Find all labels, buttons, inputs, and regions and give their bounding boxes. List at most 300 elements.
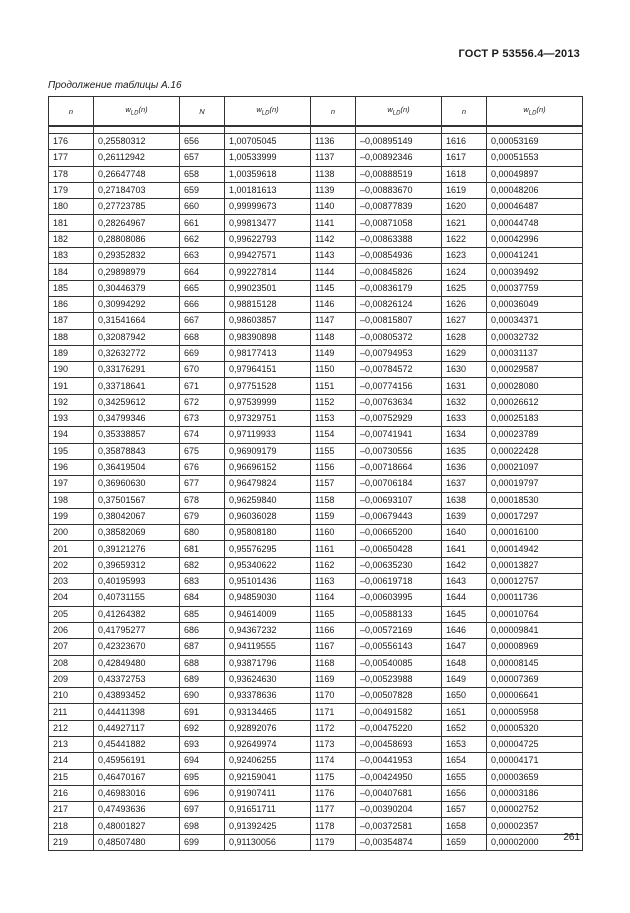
- table-cell: 656: [180, 134, 225, 150]
- table-cell: 1646: [442, 622, 487, 638]
- table-row: [49, 394, 583, 410]
- table-cell: 1155: [311, 443, 356, 459]
- table-cell: 1168: [311, 655, 356, 671]
- table-cell: 210: [49, 688, 94, 704]
- table-cell: 1144: [311, 264, 356, 280]
- table-cell: 1162: [311, 557, 356, 573]
- table-cell: 1630: [442, 362, 487, 378]
- table-row: [49, 280, 583, 296]
- table-cell: 199: [49, 508, 94, 524]
- table-cell: 1166: [311, 622, 356, 638]
- table-cell: 0,32087942: [94, 329, 180, 345]
- table-cell: 683: [180, 574, 225, 590]
- table-cell: 0,92406255: [225, 753, 311, 769]
- table-cell: –0,00752929: [356, 411, 442, 427]
- table-cell: 0,00034371: [487, 313, 583, 329]
- table-cell: 663: [180, 248, 225, 264]
- table-cell: 193: [49, 411, 94, 427]
- table-cell: 0,99227814: [225, 264, 311, 280]
- table-cell: 190: [49, 362, 94, 378]
- table-cell: 0,93624630: [225, 671, 311, 687]
- table-cell: 1619: [442, 182, 487, 198]
- table-cell: 1627: [442, 313, 487, 329]
- table-cell: 1145: [311, 280, 356, 296]
- table-cell: 1137: [311, 150, 356, 166]
- table-cell: 0,46983016: [94, 785, 180, 801]
- table-cell: 675: [180, 443, 225, 459]
- table-cell: –0,00693107: [356, 492, 442, 508]
- table-cell: 0,35878843: [94, 443, 180, 459]
- table-cell: 0,00013827: [487, 557, 583, 573]
- table-cell: 0,93378636: [225, 688, 311, 704]
- table-row: [49, 525, 583, 541]
- table-cell: –0,00540085: [356, 655, 442, 671]
- table-cell: 0,93134465: [225, 704, 311, 720]
- table-cell: 0,28808086: [94, 231, 180, 247]
- table-cell: 0,00014942: [487, 541, 583, 557]
- table-row: [49, 557, 583, 573]
- table-cell: 0,98177413: [225, 345, 311, 361]
- table-cell: 0,91907411: [225, 785, 311, 801]
- table-cell: 0,94859030: [225, 590, 311, 606]
- table-cell: 208: [49, 655, 94, 671]
- table-cell: –0,00556143: [356, 639, 442, 655]
- table-row: [49, 834, 583, 850]
- table-cell: 0,00008145: [487, 655, 583, 671]
- table-cell: 0,38042067: [94, 508, 180, 524]
- table-cell: 1146: [311, 296, 356, 312]
- table-cell: 0,34799346: [94, 411, 180, 427]
- table-cell: –0,00354874: [356, 834, 442, 850]
- table-cell: 182: [49, 231, 94, 247]
- table-cell: 0,43893452: [94, 688, 180, 704]
- table-row: [49, 736, 583, 752]
- table-cell: 0,99999673: [225, 199, 311, 215]
- table-cell: 1159: [311, 508, 356, 524]
- table-cell: 0,96909179: [225, 443, 311, 459]
- table-cell: 0,00004171: [487, 753, 583, 769]
- table-cell: 198: [49, 492, 94, 508]
- table-cell: 0,00023789: [487, 427, 583, 443]
- table-cell: 0,44927117: [94, 720, 180, 736]
- table-cell: 0,94614009: [225, 606, 311, 622]
- table-cell: –0,00871058: [356, 215, 442, 231]
- table-row: [49, 492, 583, 508]
- table-cell: 0,00010764: [487, 606, 583, 622]
- table-row: [49, 818, 583, 834]
- table-cell: 0,91130056: [225, 834, 311, 850]
- table-cell: 0,42849480: [94, 655, 180, 671]
- table-cell: –0,00784572: [356, 362, 442, 378]
- table-cell: –0,00877839: [356, 199, 442, 215]
- table-cell: 0,43372753: [94, 671, 180, 687]
- table-cell: 0,45956191: [94, 753, 180, 769]
- table-cell: 1652: [442, 720, 487, 736]
- table-cell: 1140: [311, 199, 356, 215]
- table-cell: 0,00026612: [487, 394, 583, 410]
- table-cell: 0,98603857: [225, 313, 311, 329]
- table-row: [49, 704, 583, 720]
- table-cell: 1160: [311, 525, 356, 541]
- table-cell: 0,42323670: [94, 639, 180, 655]
- table-cell: 672: [180, 394, 225, 410]
- table-row: [49, 606, 583, 622]
- table-cell: 657: [180, 150, 225, 166]
- table-cell: 1142: [311, 231, 356, 247]
- table-cell: 0,96696152: [225, 459, 311, 475]
- table-row: [49, 345, 583, 361]
- table-cell: 214: [49, 753, 94, 769]
- table-cell: 0,27184703: [94, 182, 180, 198]
- table-cell: 188: [49, 329, 94, 345]
- table-row: [49, 508, 583, 524]
- table-cell: 1625: [442, 280, 487, 296]
- table-cell: 1172: [311, 720, 356, 736]
- table-cell: 0,00005320: [487, 720, 583, 736]
- table-cell: 176: [49, 134, 94, 150]
- table-cell: 1634: [442, 427, 487, 443]
- table-cell: 0,29898979: [94, 264, 180, 280]
- table-cell: 0,00003659: [487, 769, 583, 785]
- table-row: [49, 590, 583, 606]
- table-row: [49, 182, 583, 198]
- table-cell: 1622: [442, 231, 487, 247]
- table-cell: –0,00424950: [356, 769, 442, 785]
- table-cell: –0,00805372: [356, 329, 442, 345]
- table-cell: 1653: [442, 736, 487, 752]
- table-row: [49, 199, 583, 215]
- table-cell: –0,00741941: [356, 427, 442, 443]
- table-cell: 0,96479824: [225, 476, 311, 492]
- column-header: n: [311, 97, 356, 127]
- table-cell: 1642: [442, 557, 487, 573]
- table-cell: 0,00036049: [487, 296, 583, 312]
- table-cell: 1649: [442, 671, 487, 687]
- table-cell: 217: [49, 802, 94, 818]
- table-row: [49, 688, 583, 704]
- table-header-row: [49, 97, 583, 127]
- table-cell: 1636: [442, 459, 487, 475]
- table-cell: 0,00008969: [487, 639, 583, 655]
- table-cell: 209: [49, 671, 94, 687]
- table-cell: 1177: [311, 802, 356, 818]
- table-cell: 699: [180, 834, 225, 850]
- table-cell: 1157: [311, 476, 356, 492]
- table-cell: 1617: [442, 150, 487, 166]
- table-cell: 0,99813477: [225, 215, 311, 231]
- table-cell: 673: [180, 411, 225, 427]
- table-cell: 0,00005958: [487, 704, 583, 720]
- data-table: [48, 96, 583, 851]
- table-cell: 0,00025183: [487, 411, 583, 427]
- table-cell: 0,92159041: [225, 769, 311, 785]
- table-cell: 179: [49, 182, 94, 198]
- table-cell: 0,36419504: [94, 459, 180, 475]
- table-cell: 194: [49, 427, 94, 443]
- table-cell: 189: [49, 345, 94, 361]
- table-cell: –0,00730556: [356, 443, 442, 459]
- table-cell: 0,38582069: [94, 525, 180, 541]
- table-cell: 674: [180, 427, 225, 443]
- table-cell: 0,00048206: [487, 182, 583, 198]
- table-cell: 1651: [442, 704, 487, 720]
- table-cell: 207: [49, 639, 94, 655]
- table-cell: 1178: [311, 818, 356, 834]
- table-cell: –0,00706184: [356, 476, 442, 492]
- table-row: [49, 720, 583, 736]
- column-header: $w_{LD}(n)$: [356, 97, 442, 127]
- table-cell: 200: [49, 525, 94, 541]
- table-cell: 1,00533999: [225, 150, 311, 166]
- column-header: n: [442, 97, 487, 127]
- table-cell: 1648: [442, 655, 487, 671]
- table-cell: –0,00883670: [356, 182, 442, 198]
- table-cell: 0,27723785: [94, 199, 180, 215]
- table-cell: 0,92649974: [225, 736, 311, 752]
- table-cell: 676: [180, 459, 225, 475]
- table-cell: 1616: [442, 134, 487, 150]
- table-cell: 0,00042996: [487, 231, 583, 247]
- table-cell: –0,00372581: [356, 818, 442, 834]
- table-cell: 203: [49, 574, 94, 590]
- table-cell: 1141: [311, 215, 356, 231]
- table-row: [49, 655, 583, 671]
- table-cell: 685: [180, 606, 225, 622]
- table-cell: 0,96259840: [225, 492, 311, 508]
- table-cell: 1623: [442, 248, 487, 264]
- table-cell: 205: [49, 606, 94, 622]
- table-cell: 678: [180, 492, 225, 508]
- table-cell: 0,35338857: [94, 427, 180, 443]
- table-cell: 661: [180, 215, 225, 231]
- table-cell: 0,32632772: [94, 345, 180, 361]
- table-cell: 0,26647748: [94, 166, 180, 182]
- table-cell: 1618: [442, 166, 487, 182]
- table-cell: 1176: [311, 785, 356, 801]
- table-cell: 684: [180, 590, 225, 606]
- table-cell: –0,00491582: [356, 704, 442, 720]
- table-cell: 0,00016100: [487, 525, 583, 541]
- table-cell: 1655: [442, 769, 487, 785]
- table-cell: –0,00650428: [356, 541, 442, 557]
- table-cell: –0,00836179: [356, 280, 442, 296]
- table-row: [49, 264, 583, 280]
- table-cell: 0,97751528: [225, 378, 311, 394]
- table-cell: 0,41264382: [94, 606, 180, 622]
- table-cell: 191: [49, 378, 94, 394]
- table-cell: 690: [180, 688, 225, 704]
- table-cell: 1643: [442, 574, 487, 590]
- table-cell: 178: [49, 166, 94, 182]
- table-cell: 1154: [311, 427, 356, 443]
- table-cell: 206: [49, 622, 94, 638]
- table-cell: 0,95808180: [225, 525, 311, 541]
- table-cell: 0,40195993: [94, 574, 180, 590]
- table-row: [49, 574, 583, 590]
- column-header: n: [49, 97, 94, 127]
- table-cell: 0,91651711: [225, 802, 311, 818]
- table-cell: 0,97119933: [225, 427, 311, 443]
- table-cell: 696: [180, 785, 225, 801]
- table-cell: 662: [180, 231, 225, 247]
- table-cell: 660: [180, 199, 225, 215]
- table-cell: 1,00181613: [225, 182, 311, 198]
- table-cell: 1637: [442, 476, 487, 492]
- table-row: [49, 134, 583, 150]
- table-cell: 0,00044748: [487, 215, 583, 231]
- table-cell: 1171: [311, 704, 356, 720]
- table-cell: 1156: [311, 459, 356, 475]
- table-cell: 1152: [311, 394, 356, 410]
- table-cell: 1638: [442, 492, 487, 508]
- table-cell: 0,99023501: [225, 280, 311, 296]
- table-cell: 0,00031137: [487, 345, 583, 361]
- table-cell: 213: [49, 736, 94, 752]
- table-cell: 0,34259612: [94, 394, 180, 410]
- table-cell: 0,00002000: [487, 834, 583, 850]
- table-cell: 1164: [311, 590, 356, 606]
- table-cell: –0,00619718: [356, 574, 442, 590]
- table-cell: 0,41795277: [94, 622, 180, 638]
- table-cell: 0,48507480: [94, 834, 180, 850]
- table-cell: 691: [180, 704, 225, 720]
- table-cell: 0,00032732: [487, 329, 583, 345]
- table-cell: 0,47493636: [94, 802, 180, 818]
- table-cell: 0,28264967: [94, 215, 180, 231]
- table-row: [49, 639, 583, 655]
- table-row: [49, 427, 583, 443]
- table-cell: 0,40731155: [94, 590, 180, 606]
- table-cell: 0,37501567: [94, 492, 180, 508]
- table-row: [49, 541, 583, 557]
- table-cell: 0,30994292: [94, 296, 180, 312]
- table-cell: 0,94367232: [225, 622, 311, 638]
- table-cell: 185: [49, 280, 94, 296]
- page-number: 261: [563, 832, 580, 843]
- table-cell: 0,30446379: [94, 280, 180, 296]
- table-cell: 1173: [311, 736, 356, 752]
- table-cell: 0,33176291: [94, 362, 180, 378]
- table-cell: 0,92892076: [225, 720, 311, 736]
- table-cell: 0,45441882: [94, 736, 180, 752]
- table-cell: –0,00475220: [356, 720, 442, 736]
- table-cell: 694: [180, 753, 225, 769]
- table-cell: 669: [180, 345, 225, 361]
- table-cell: 692: [180, 720, 225, 736]
- table-cell: 0,98815128: [225, 296, 311, 312]
- table-row: [49, 150, 583, 166]
- table-cell: 1158: [311, 492, 356, 508]
- table-cell: 1620: [442, 199, 487, 215]
- table-cell: 1624: [442, 264, 487, 280]
- table-cell: –0,00441953: [356, 753, 442, 769]
- column-header: $w_{LD}(n)$: [225, 97, 311, 127]
- column-header: $w_{LD}(n)$: [94, 97, 180, 127]
- table-cell: 1163: [311, 574, 356, 590]
- table-cell: 1167: [311, 639, 356, 655]
- table-cell: 1628: [442, 329, 487, 345]
- table-cell: 1,00359618: [225, 166, 311, 182]
- table-cell: 201: [49, 541, 94, 557]
- table-cell: 216: [49, 785, 94, 801]
- table-cell: 0,99427571: [225, 248, 311, 264]
- table-cell: 1645: [442, 606, 487, 622]
- table-cell: 0,00028080: [487, 378, 583, 394]
- table-cell: –0,00718664: [356, 459, 442, 475]
- table-cell: 0,00029587: [487, 362, 583, 378]
- table-row: [49, 753, 583, 769]
- table-cell: 186: [49, 296, 94, 312]
- table-cell: 0,48001827: [94, 818, 180, 834]
- table-cell: 0,00011736: [487, 590, 583, 606]
- table-cell: –0,00572169: [356, 622, 442, 638]
- table-cell: 0,33718641: [94, 378, 180, 394]
- table-cell: 1654: [442, 753, 487, 769]
- table-row: [49, 802, 583, 818]
- table-row: [49, 248, 583, 264]
- table-cell: 215: [49, 769, 94, 785]
- table-row: [49, 215, 583, 231]
- table-cell: 1179: [311, 834, 356, 850]
- table-cell: 1632: [442, 394, 487, 410]
- table-cell: 1631: [442, 378, 487, 394]
- table-cell: 0,91392425: [225, 818, 311, 834]
- table-cell: 0,97539999: [225, 394, 311, 410]
- table-cell: 667: [180, 313, 225, 329]
- table-cell: 0,26112942: [94, 150, 180, 166]
- table-cell: 1143: [311, 248, 356, 264]
- table-cell: –0,00826124: [356, 296, 442, 312]
- table-cell: –0,00507828: [356, 688, 442, 704]
- table-cell: –0,00407681: [356, 785, 442, 801]
- table-cell: 0,39121276: [94, 541, 180, 557]
- table-cell: –0,00390204: [356, 802, 442, 818]
- table-cell: –0,00679443: [356, 508, 442, 524]
- table-cell: 195: [49, 443, 94, 459]
- table-cell: 0,00019797: [487, 476, 583, 492]
- table-cell: 0,29352832: [94, 248, 180, 264]
- table-cell: 688: [180, 655, 225, 671]
- table-cell: 1150: [311, 362, 356, 378]
- table-row: [49, 378, 583, 394]
- table-cell: –0,00588133: [356, 606, 442, 622]
- table-cell: –0,00863388: [356, 231, 442, 247]
- table-cell: 1629: [442, 345, 487, 361]
- table-cell: –0,00458693: [356, 736, 442, 752]
- table-row: [49, 671, 583, 687]
- table-cell: 689: [180, 671, 225, 687]
- table-cell: 192: [49, 394, 94, 410]
- table-cell: 0,95576295: [225, 541, 311, 557]
- table-cell: 1658: [442, 818, 487, 834]
- table-cell: 1626: [442, 296, 487, 312]
- table-cell: 0,00046487: [487, 199, 583, 215]
- table-cell: 1170: [311, 688, 356, 704]
- table-cell: 670: [180, 362, 225, 378]
- table-cell: 1136: [311, 134, 356, 150]
- table-cell: 212: [49, 720, 94, 736]
- table-cell: 1174: [311, 753, 356, 769]
- table-cell: 1165: [311, 606, 356, 622]
- table-cell: 0,00012757: [487, 574, 583, 590]
- table-cell: 679: [180, 508, 225, 524]
- table-cell: –0,00892346: [356, 150, 442, 166]
- table-row: [49, 411, 583, 427]
- table-cell: 681: [180, 541, 225, 557]
- table-cell: 1647: [442, 639, 487, 655]
- table-cell: 1175: [311, 769, 356, 785]
- table-cell: 204: [49, 590, 94, 606]
